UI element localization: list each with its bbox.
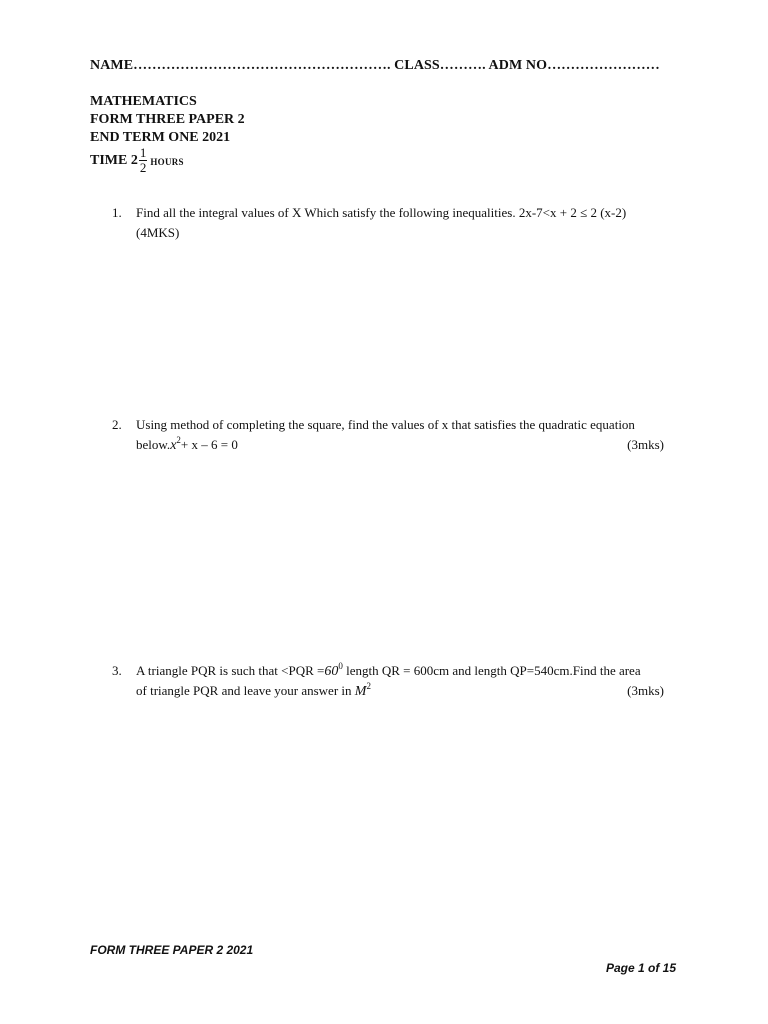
time-label: TIME 2 — [90, 152, 138, 168]
unit-exponent: 2 — [366, 680, 371, 691]
exam-title-block — [90, 93, 245, 147]
footer-paper-title: FORM THREE PAPER 2 2021 — [90, 943, 254, 957]
question-text-prefix: of triangle PQR and leave your answer in — [136, 683, 355, 698]
question-number: 1. — [112, 205, 122, 220]
exam-duration — [90, 146, 184, 175]
question-number: 2. — [112, 417, 122, 432]
fraction-denominator: 2 — [139, 160, 147, 175]
question-text-line: Using method of completing the square, find the values of x that satisfies the quadratic equation — [136, 417, 635, 432]
page-number: Page 1 of 15 — [606, 961, 677, 975]
angle-value: 60 — [324, 664, 339, 679]
time-fraction — [139, 146, 148, 175]
question-text-line-2 — [136, 681, 664, 701]
question-marks: (4MKS) — [136, 225, 180, 240]
time-unit: HOURS — [150, 157, 184, 167]
term-title: END TERM ONE 2021 — [90, 130, 231, 145]
question-marks: (3mks) — [627, 437, 664, 452]
question-marks: (3mks) — [627, 683, 664, 698]
question-text-line — [136, 661, 664, 681]
paper-title: FORM THREE PAPER 2 — [90, 112, 245, 127]
question-text-suffix: length QR = 600cm and length QP=540cm.Find the area — [342, 663, 641, 678]
unit-variable: M — [354, 684, 367, 699]
student-details-line: NAME………………………………………………. CLASS………. ADM NO…………………… — [90, 58, 660, 73]
fraction-numerator: 1 — [139, 145, 147, 160]
equation-variable: x — [170, 438, 177, 453]
subject-title: MATHEMATICS — [90, 94, 197, 109]
equation-exponent: 2 — [176, 434, 181, 445]
question-body — [136, 661, 664, 701]
angle-degree: 0 — [338, 660, 343, 671]
question-text-prefix: A triangle PQR is such that <PQR = — [136, 663, 325, 678]
question-text-line-2 — [136, 435, 664, 455]
equation-prefix: below. — [136, 437, 171, 452]
question-number: 3. — [112, 663, 122, 678]
question-body — [136, 203, 664, 243]
question-body — [136, 415, 664, 455]
equation-rest: + x – 6 = 0 — [180, 437, 238, 452]
question-text-line: Find all the integral values of X Which satisfy the following inequalities. 2x-7<x + 2 ≤ 2 (x-2) — [136, 205, 627, 220]
